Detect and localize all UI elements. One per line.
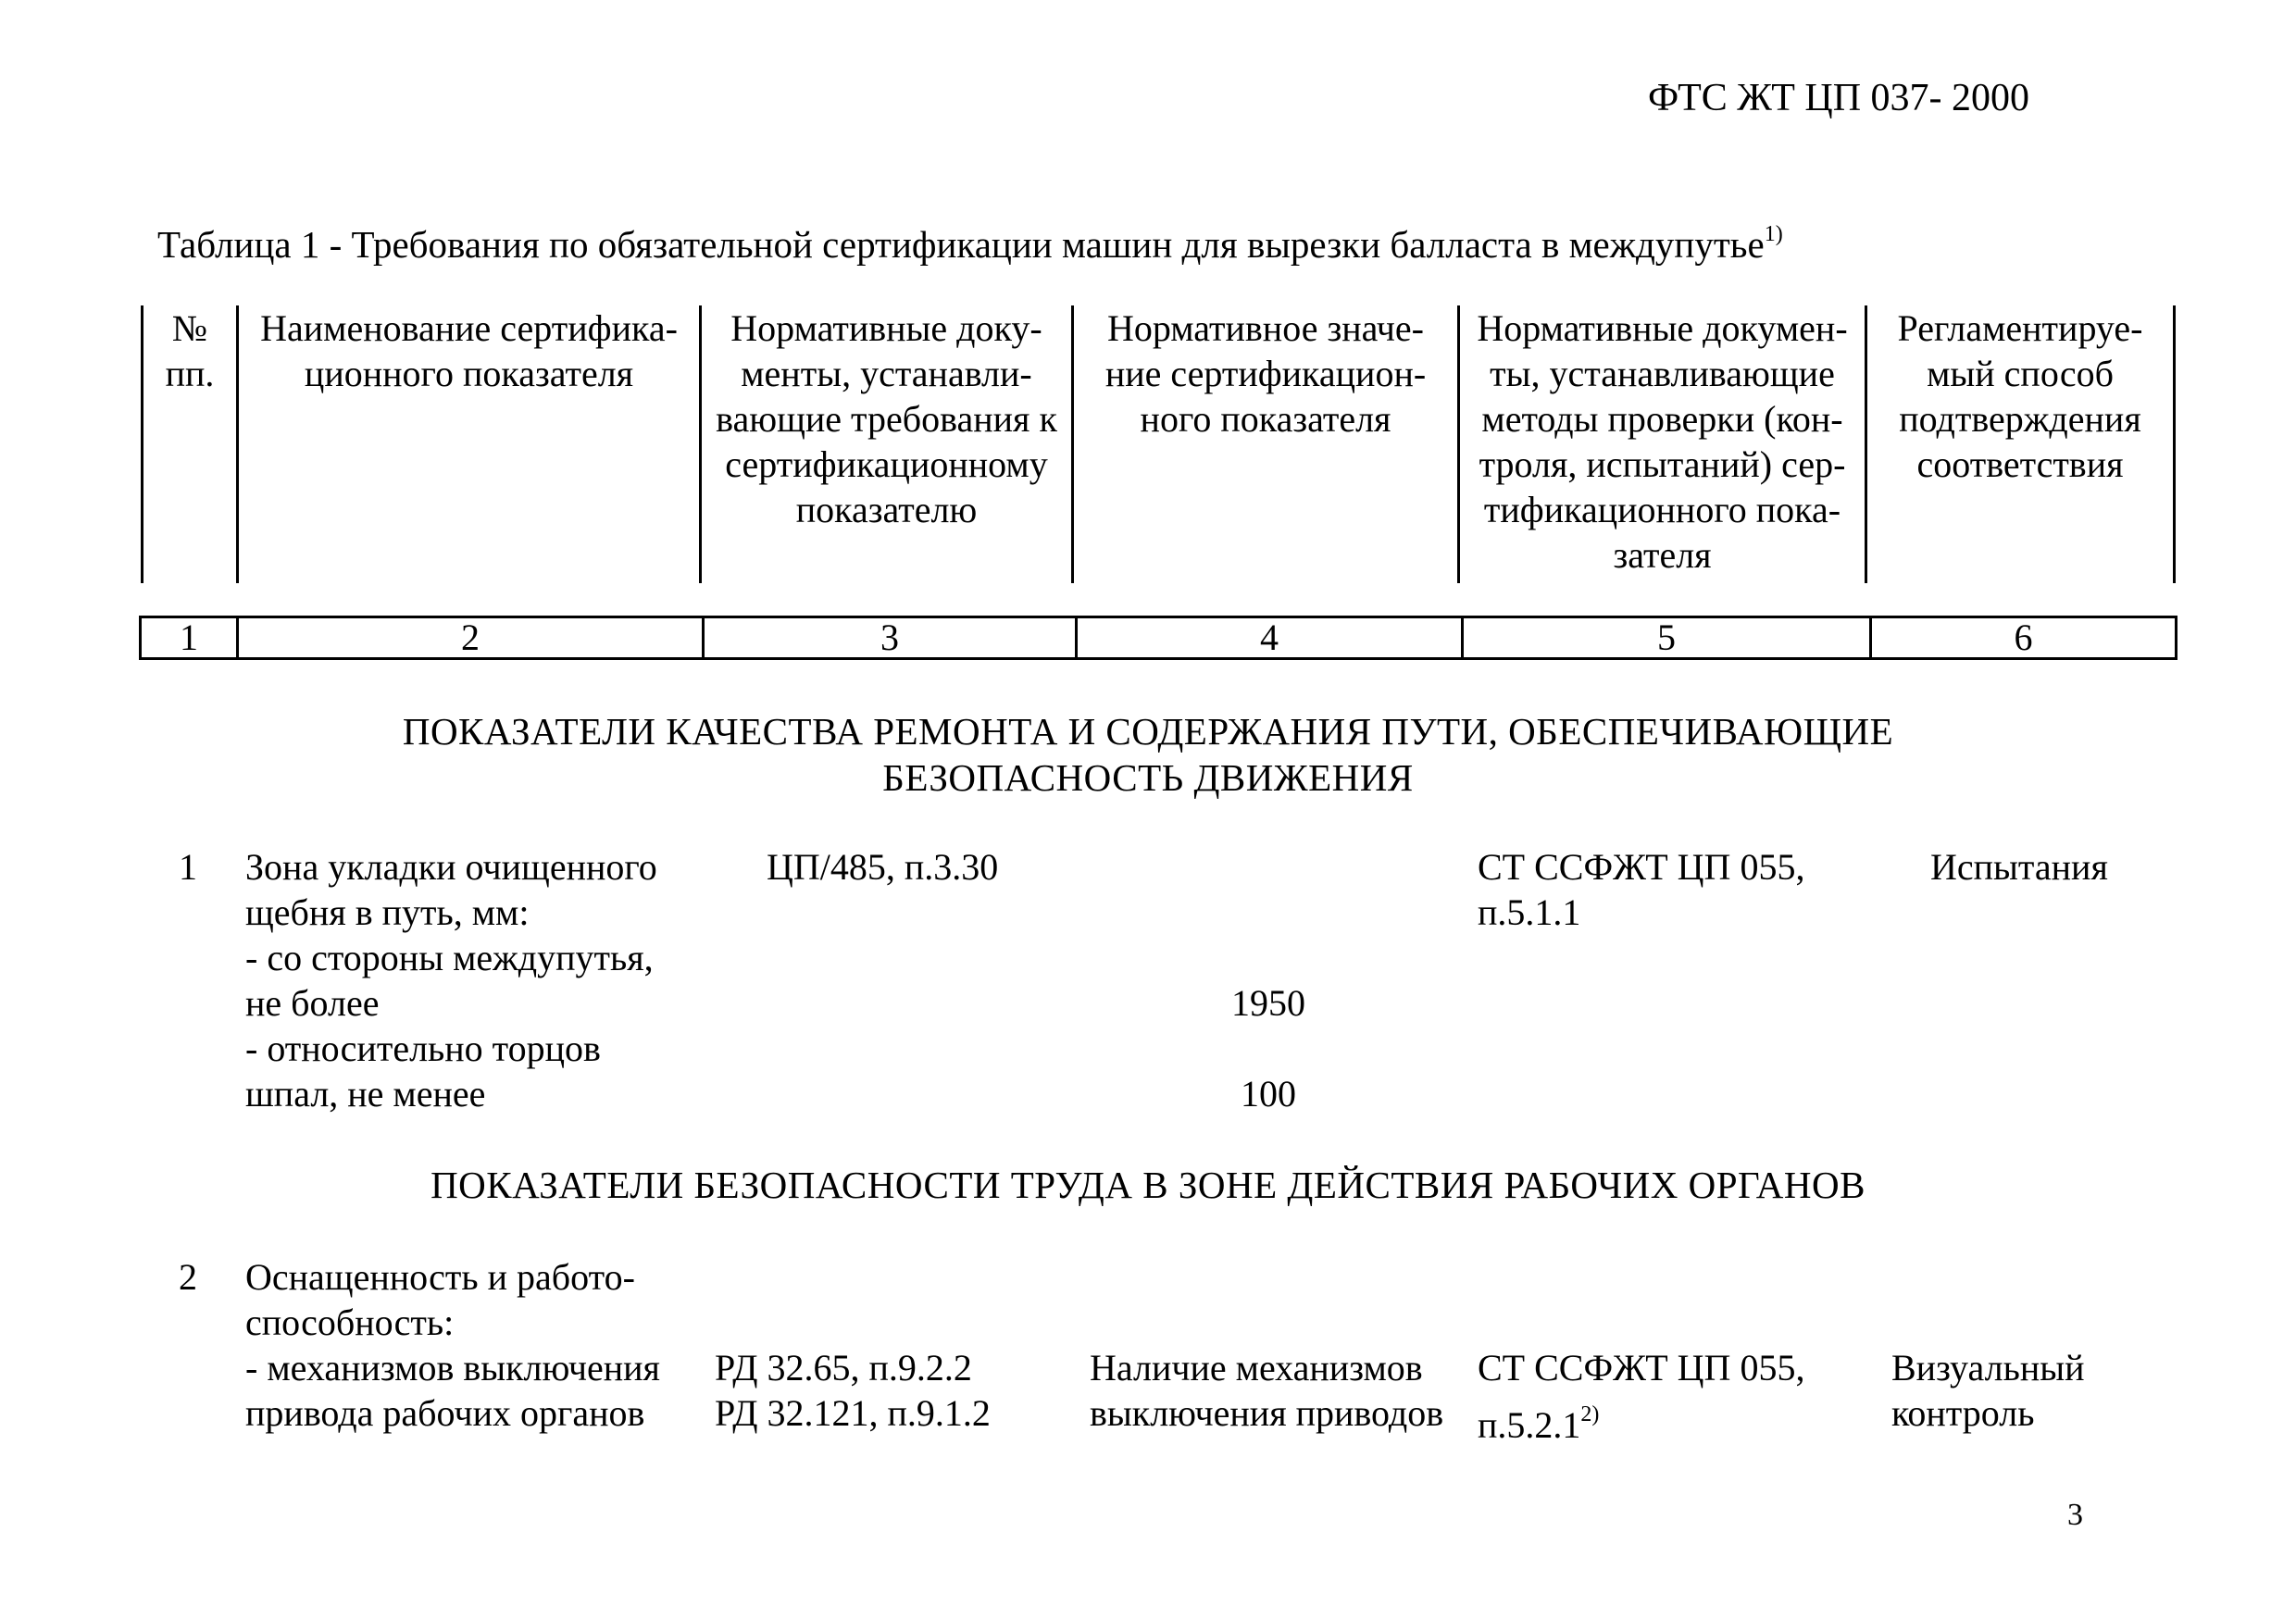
row-indicator-name: Оснащенность и работо- способность: - механизмов выключения привода рабочих органов xyxy=(245,1256,660,1434)
column-number: 3 xyxy=(880,616,899,658)
row-method-doc: СТ ССФЖТ ЦП 055, п.5.1.1 xyxy=(1478,846,1805,933)
section-title-line: ПОКАЗАТЕЛИ КАЧЕСТВА РЕМОНТА И СОДЕРЖАНИЯ ПУТИ, ОБЕСПЕЧИВАЮЩИЕ xyxy=(402,710,1894,753)
table-caption xyxy=(157,222,1783,267)
row-norm-value: 1950 xyxy=(1231,982,1305,1024)
column-number: 1 xyxy=(180,616,198,658)
row-norm-value: Наличие механизмов выключения приводов xyxy=(1090,1347,1444,1434)
header-col-num: № пп. xyxy=(165,307,215,394)
method-doc-line: СТ ССФЖТ ЦП 055, xyxy=(1478,1347,1805,1389)
section-title-line: БЕЗОПАСНОСТЬ ДВИЖЕНИЯ xyxy=(882,756,1414,799)
document-code: ФТС ЖТ ЦП 037- 2000 xyxy=(1648,77,2030,119)
column-divider xyxy=(2173,305,2176,583)
header-col-method-docs: Нормативные докумен- ты, устанавливающие методы проверки (кон- троля, испытаний) сер- тификационного пока- зателя xyxy=(1477,307,1848,576)
row-norm-doc: РД 32.65, п.9.2.2 РД 32.121, п.9.1.2 xyxy=(715,1347,991,1434)
method-doc-line: п.5.2.1 xyxy=(1478,1404,1581,1446)
header-col-norm-value: Нормативное значе- ние сертификацион- ного показателя xyxy=(1104,307,1427,440)
row-indicator-name: Зона укладки очищенного щебня в путь, мм: - со стороны междупутья, не более - относительно торцов шпал, не менее xyxy=(245,846,657,1115)
header-col-norm-docs: Нормативные доку- менты, устанавли- вающие требования к сертификационному показателю xyxy=(716,307,1057,530)
row-number: 2 xyxy=(179,1256,197,1298)
page-number: 3 xyxy=(2067,1498,2083,1532)
table-header xyxy=(141,305,2177,583)
row-confirmation: Испытания xyxy=(1930,846,2108,888)
row-number: 1 xyxy=(179,846,197,888)
header-col-confirmation: Регламентируе- мый способ подтверждения соответствия xyxy=(1897,307,2143,485)
row-confirmation: Визуальный контроль xyxy=(1891,1347,2085,1434)
caption-footnote-mark: 1) xyxy=(1764,222,1783,246)
column-number: 2 xyxy=(461,616,480,658)
table-caption-text: Таблица 1 - Требования по обязательной сертификации машин для вырезки балласта в междупутье xyxy=(157,223,1765,266)
header-col-name: Наименование сертифика- ционного показателя xyxy=(260,307,678,394)
column-number: 4 xyxy=(1260,616,1279,658)
row-method-doc xyxy=(1478,1345,1804,1449)
method-doc-footnote-mark: 2) xyxy=(1580,1402,1600,1426)
column-number: 6 xyxy=(2014,616,2033,658)
row-norm-doc: ЦП/485, п.3.30 xyxy=(767,846,999,888)
section-title-line: ПОКАЗАТЕЛИ БЕЗОПАСНОСТИ ТРУДА В ЗОНЕ ДЕЙСТВИЯ РАБОЧИХ ОРГАНОВ xyxy=(430,1164,1866,1206)
row-norm-value: 100 xyxy=(1241,1073,1296,1115)
column-number: 5 xyxy=(1657,616,1676,658)
section-title-labor-safety xyxy=(0,1162,2296,1208)
column-numbers-row xyxy=(139,616,2177,660)
section-title-quality xyxy=(0,708,2296,801)
